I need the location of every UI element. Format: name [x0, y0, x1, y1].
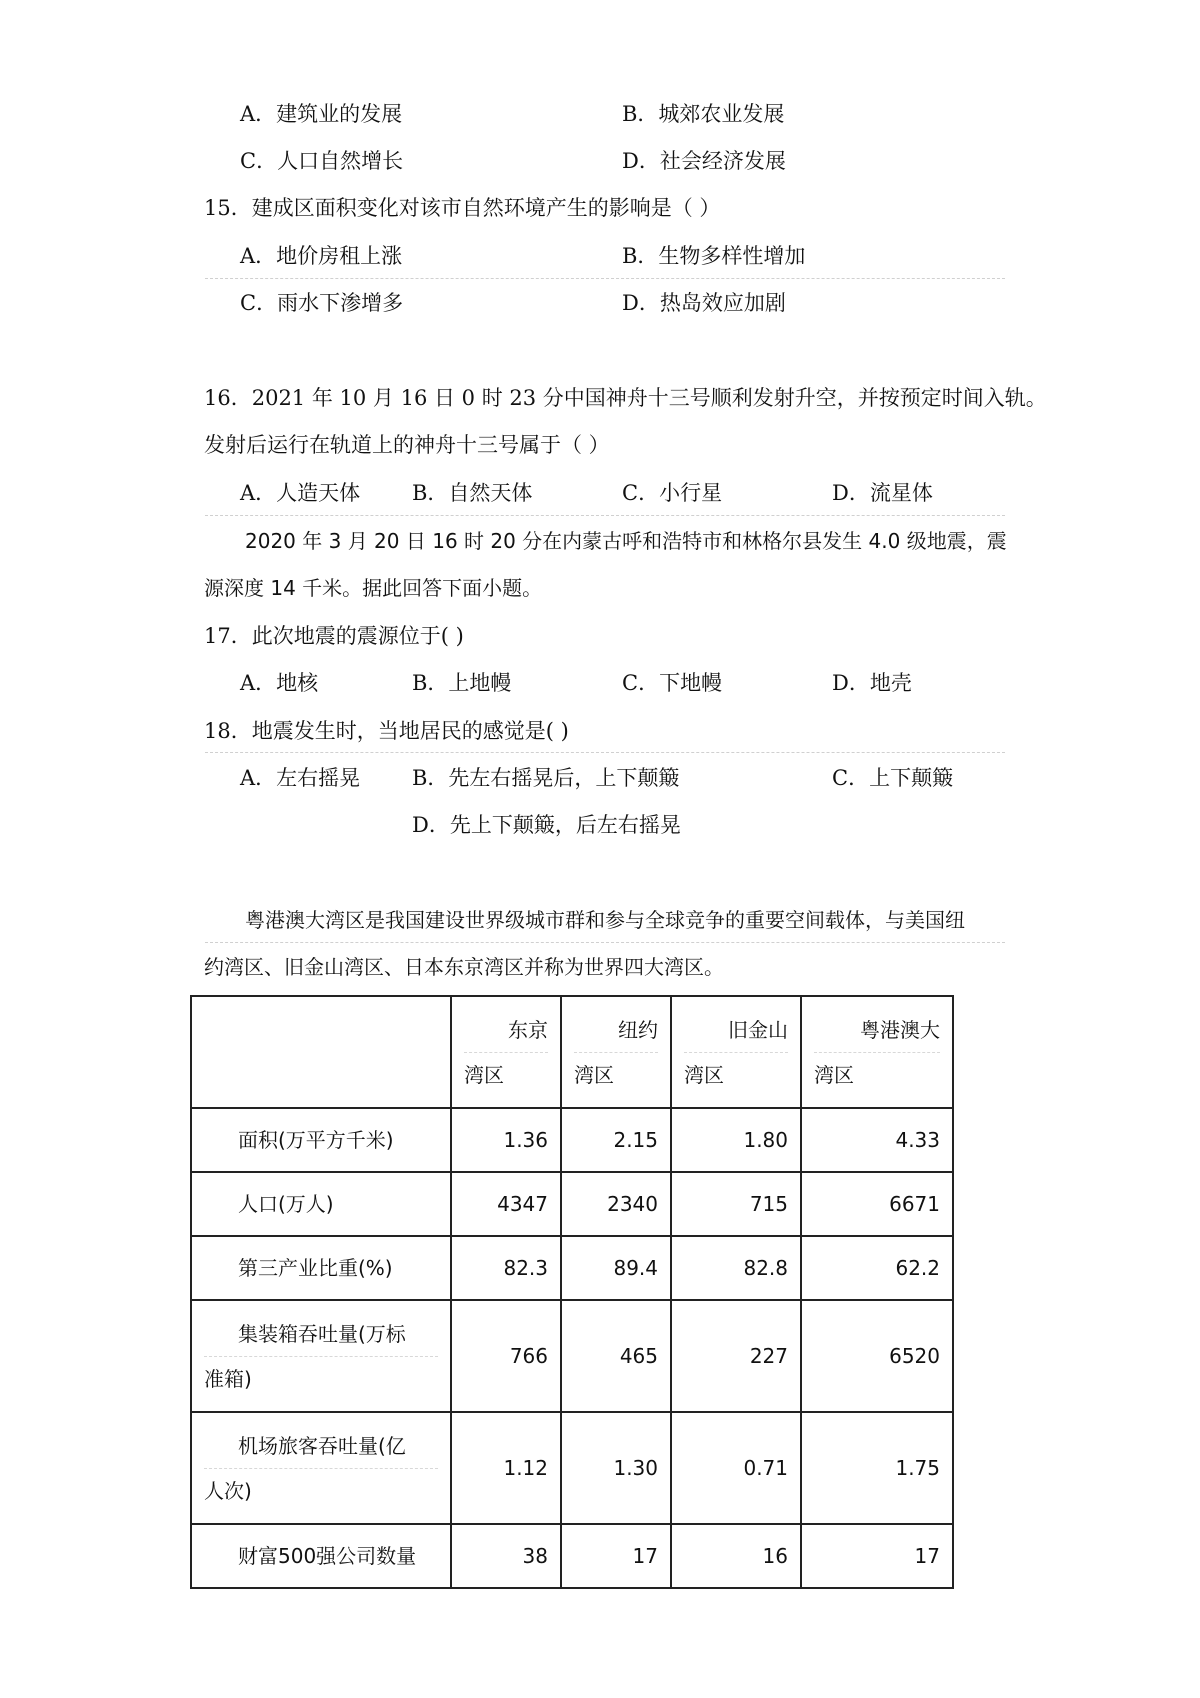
- q18-option-d: D．先上下颠簸，后左右摇晃: [412, 813, 681, 837]
- table-cell: 4347: [451, 1172, 561, 1236]
- row-label: 集装箱吞吐量(万标 准箱): [191, 1300, 451, 1412]
- table-cell: 82.3: [451, 1236, 561, 1300]
- bay-area-comparison-table: [190, 995, 954, 1589]
- q15-option-d: D．热岛效应加剧: [622, 291, 786, 315]
- table-cell: 1.80: [671, 1108, 801, 1172]
- q15-stem: 15．建成区面积变化对该市自然环境产生的影响是（ ）: [204, 196, 721, 220]
- q18-option-a: A．左右摇晃: [240, 766, 361, 790]
- table-row: [191, 1524, 953, 1588]
- divider: [205, 942, 1005, 943]
- q14-option-a: A．建筑业的发展: [240, 102, 403, 126]
- row-label: 第三产业比重(%): [191, 1236, 451, 1300]
- q14-option-b: B．城郊农业发展: [622, 102, 785, 126]
- q16-option-d: D．流星体: [832, 481, 933, 505]
- table-row: [191, 1108, 953, 1172]
- row-label: 机场旅客吞吐量(亿 人次): [191, 1412, 451, 1524]
- q18-option-c: C．上下颠簸: [832, 766, 954, 790]
- table-cell: 766: [451, 1300, 561, 1412]
- table-cell: 2.15: [561, 1108, 671, 1172]
- table-cell: 62.2: [801, 1236, 953, 1300]
- q17-option-d: D．地壳: [832, 671, 912, 695]
- q17-option-c: C．下地幔: [622, 671, 723, 695]
- table-cell: 1.36: [451, 1108, 561, 1172]
- row-label: 人口(万人): [191, 1172, 451, 1236]
- quake-intro-line1: 2020 年 3 月 20 日 16 时 20 分在内蒙古呼和浩特市和林格尔县发生 4.0 级地震，震: [245, 529, 1007, 553]
- q16-option-a: A．人造天体: [240, 481, 361, 505]
- table-cell: 16: [671, 1524, 801, 1588]
- table-cell: 1.12: [451, 1412, 561, 1524]
- table-row: [191, 1300, 953, 1412]
- table-cell: 2340: [561, 1172, 671, 1236]
- q16-option-c: C．小行星: [622, 481, 723, 505]
- bay-intro-line1: 粤港澳大湾区是我国建设世界级城市群和参与全球竞争的重要空间载体，与美国纽: [245, 908, 965, 932]
- table-row: [191, 1412, 953, 1524]
- table-row: [191, 1236, 953, 1300]
- table-header-gba: 粤港澳大 湾区: [801, 996, 953, 1108]
- table-cell: 17: [561, 1524, 671, 1588]
- table-cell: 0.71: [671, 1412, 801, 1524]
- divider: [205, 752, 1005, 753]
- table-header-newyork: 纽约 湾区: [561, 996, 671, 1108]
- table-cell: 6671: [801, 1172, 953, 1236]
- row-label: 财富500强公司数量: [191, 1524, 451, 1588]
- table-cell: 1.75: [801, 1412, 953, 1524]
- q17-stem: 17．此次地震的震源位于( ): [204, 624, 464, 648]
- divider: [205, 515, 1005, 516]
- q15-option-c: C．雨水下渗增多: [240, 291, 404, 315]
- quake-intro-line2: 源深度 14 千米。据此回答下面小题。: [204, 576, 543, 600]
- table-cell: 89.4: [561, 1236, 671, 1300]
- table-header-tokyo: 东京 湾区: [451, 996, 561, 1108]
- q16-stem-line1: 16．2021 年 10 月 16 日 0 时 23 分中国神舟十三号顺利发射升空，并按预定时间入轨。: [204, 386, 1047, 410]
- row-label: 面积(万平方千米): [191, 1108, 451, 1172]
- table-cell: 227: [671, 1300, 801, 1412]
- table-cell: 4.33: [801, 1108, 953, 1172]
- q15-option-b: B．生物多样性增加: [622, 244, 806, 268]
- table-cell: 6520: [801, 1300, 953, 1412]
- table-cell: 38: [451, 1524, 561, 1588]
- divider: [205, 278, 1005, 279]
- q14-option-c: C．人口自然增长: [240, 149, 404, 173]
- q17-option-a: A．地核: [240, 671, 319, 695]
- q15-option-a: A．地价房租上涨: [240, 244, 403, 268]
- bay-intro-line2: 约湾区、旧金山湾区、日本东京湾区并称为世界四大湾区。: [204, 955, 724, 979]
- table-cell: 17: [801, 1524, 953, 1588]
- q17-option-b: B．上地幔: [412, 671, 512, 695]
- table-cell: 715: [671, 1172, 801, 1236]
- table-header-row: [191, 996, 953, 1108]
- table-cell: 465: [561, 1300, 671, 1412]
- q14-option-d: D．社会经济发展: [622, 149, 786, 173]
- q18-stem: 18．地震发生时，当地居民的感觉是( ): [204, 719, 569, 743]
- q16-option-b: B．自然天体: [412, 481, 533, 505]
- table-row: [191, 1172, 953, 1236]
- q16-stem-line2: 发射后运行在轨道上的神舟十三号属于（ ）: [204, 433, 610, 457]
- table-cell: 1.30: [561, 1412, 671, 1524]
- table-corner-cell: [191, 996, 451, 1108]
- table-cell: 82.8: [671, 1236, 801, 1300]
- table-header-sanfrancisco: 旧金山 湾区: [671, 996, 801, 1108]
- q18-option-b: B．先左右摇晃后，上下颠簸: [412, 766, 680, 790]
